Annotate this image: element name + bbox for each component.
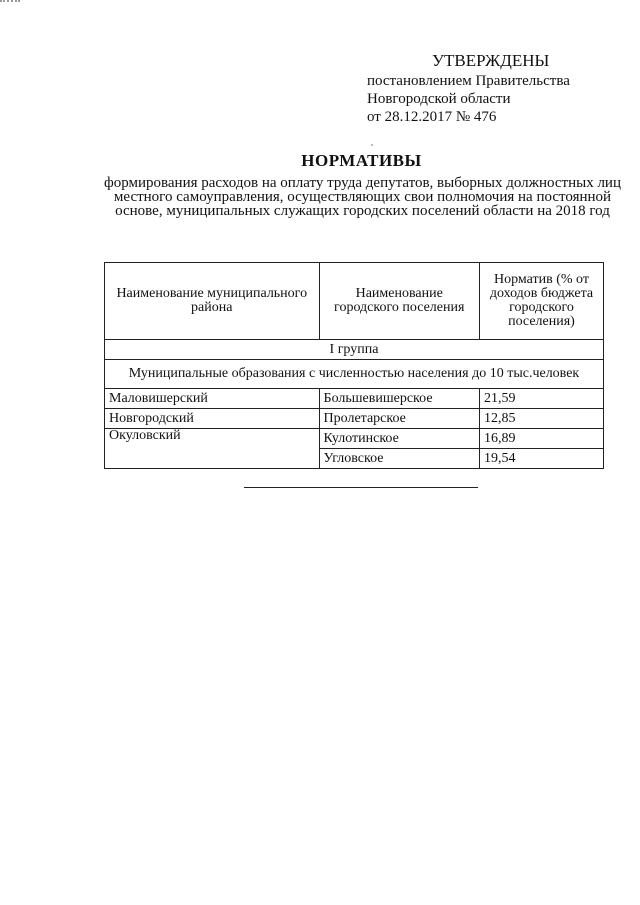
approval-line-3: от 28.12.2017 № 476 <box>367 109 497 125</box>
cell-settlement: Угловское <box>319 449 479 469</box>
table-row <box>105 389 604 409</box>
header-norm: Норматив (% от доходов бюджета городского поселения) <box>479 263 603 340</box>
approval-line-1: постановлением Правительства <box>367 73 570 89</box>
header-settlement: Наименование городского поселения <box>319 263 479 340</box>
cell-district: Новгородский <box>105 409 320 429</box>
cell-norm: 21,59 <box>479 389 603 409</box>
header-district: Наименование муниципального района <box>105 263 320 340</box>
subgroup-row <box>105 360 604 389</box>
table-row <box>105 429 604 449</box>
approval-title: УТВЕРЖДЕНЫ <box>432 51 550 70</box>
scan-artifact-dot <box>371 144 373 146</box>
end-divider <box>244 487 478 488</box>
cell-norm: 16,89 <box>479 429 603 449</box>
cell-settlement: Большевишерское <box>319 389 479 409</box>
group-row <box>105 340 604 360</box>
cell-settlement: Кулотинское <box>319 429 479 449</box>
cell-norm: 19,54 <box>479 449 603 469</box>
group-label: I группа <box>105 340 604 360</box>
table-header-row <box>105 263 604 340</box>
document-subtitle: формирования расходов на оплату труда депутатов, выборных должностных лиц местного самоуправления, осуществляющих свои полномочия на постоянной основе, муниципальных служащих городских поселений области на 2018 год <box>103 175 621 219</box>
cell-norm: 12,85 <box>479 409 603 429</box>
document-title: НОРМАТИВЫ <box>301 151 422 170</box>
cell-district: Маловишерский <box>105 389 320 409</box>
cell-settlement: Пролетарское <box>319 409 479 429</box>
norms-table <box>104 262 604 469</box>
approval-line-2: Новгородской области <box>367 91 511 107</box>
table-row <box>105 409 604 429</box>
approval-block <box>0 0 640 130</box>
cell-district: Окуловский <box>105 429 320 469</box>
subgroup-label: Муниципальные образования с численностью населения до 10 тыс.человек <box>105 360 604 389</box>
